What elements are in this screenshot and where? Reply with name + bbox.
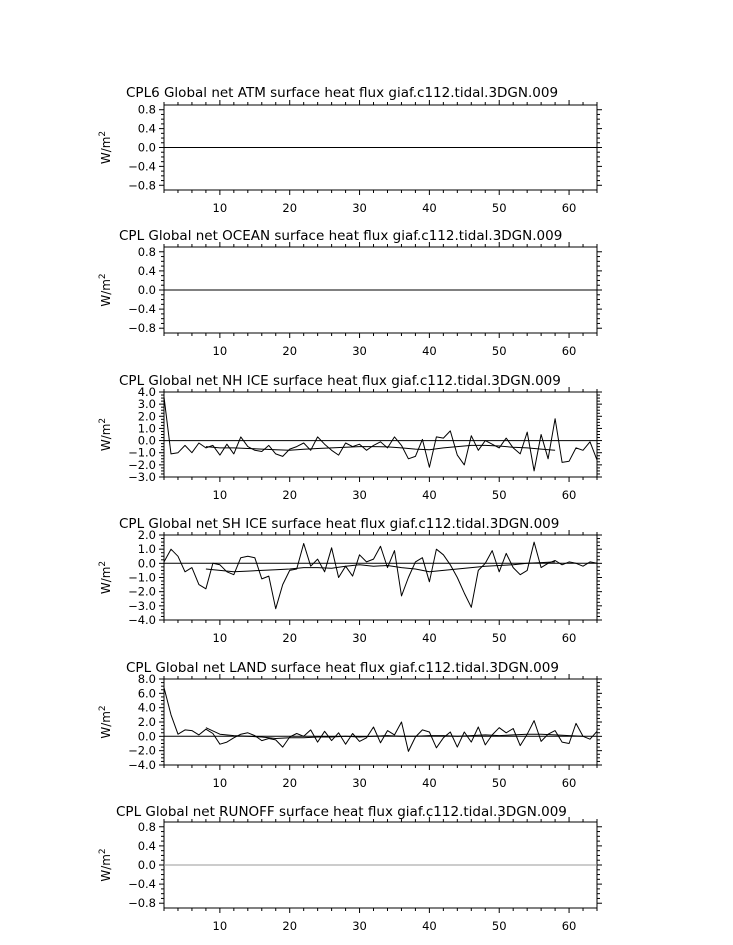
y-tick-label: 0.0 xyxy=(137,283,156,297)
panel-title: CPL Global net LAND surface heat flux giaf.c112.tidal.3DGN.009 xyxy=(126,660,559,676)
panel-title: CPL6 Global net ATM surface heat flux giaf.c112.tidal.3DGN.009 xyxy=(126,85,559,101)
y-tick-label: −1.0 xyxy=(128,570,156,585)
y-axis-label xyxy=(98,705,113,738)
series-line-1 xyxy=(164,542,597,609)
x-tick-label: 30 xyxy=(352,919,367,933)
x-tick-label: 60 xyxy=(561,631,577,645)
panel-1 xyxy=(98,85,602,215)
y-tick-label: −0.4 xyxy=(128,302,156,317)
y-tick-label: −2.0 xyxy=(128,457,156,472)
y-axis-label-unit: W/m xyxy=(99,566,113,595)
series-line-2 xyxy=(206,728,583,739)
panel-4 xyxy=(98,516,602,645)
y-axis-label-exponent: 2 xyxy=(98,560,108,567)
y-tick-label: −2.0 xyxy=(128,743,156,758)
x-tick-label: 40 xyxy=(422,919,437,933)
x-tick-label: 40 xyxy=(422,776,437,790)
series-line-2 xyxy=(206,445,555,450)
y-tick-label: −0.8 xyxy=(128,896,156,911)
x-tick-label: 60 xyxy=(561,919,577,933)
x-tick-label: 30 xyxy=(352,631,367,645)
y-tick-label: −3.0 xyxy=(128,470,156,484)
x-tick-label: 40 xyxy=(422,631,437,645)
panel-title: CPL Global net OCEAN surface heat flux giaf.c112.tidal.3DGN.009 xyxy=(119,228,563,244)
y-axis-label xyxy=(98,561,113,594)
x-tick-label: 50 xyxy=(491,344,507,358)
y-axis-label xyxy=(98,131,113,164)
y-tick-label: 2.0 xyxy=(137,409,156,424)
y-axis-label xyxy=(98,848,113,881)
y-axis-label-exponent: 2 xyxy=(98,705,108,712)
x-tick-label: 40 xyxy=(422,344,437,358)
x-tick-label: 20 xyxy=(282,776,298,790)
y-tick-label: 4.0 xyxy=(137,700,156,715)
y-axis-label-exponent: 2 xyxy=(98,130,108,137)
x-tick-label: 30 xyxy=(352,201,367,215)
y-tick-label: −4.0 xyxy=(128,613,156,627)
panel-6 xyxy=(98,804,602,933)
x-tick-label: 10 xyxy=(212,631,228,645)
series-line-1 xyxy=(164,397,597,471)
y-tick-label: 6.0 xyxy=(137,686,156,701)
y-axis-label xyxy=(98,273,113,306)
y-axis-label-unit: W/m xyxy=(99,279,113,307)
x-tick-label: 50 xyxy=(491,919,507,933)
x-tick-label: 20 xyxy=(282,631,298,645)
y-tick-label: 4.0 xyxy=(137,385,156,399)
x-tick-label: 20 xyxy=(282,488,298,502)
x-tick-label: 30 xyxy=(352,776,367,790)
x-tick-label: 10 xyxy=(212,488,228,502)
y-tick-label: 0.0 xyxy=(137,858,156,872)
y-tick-label: 0.4 xyxy=(137,263,156,278)
x-tick-label: 40 xyxy=(422,201,437,215)
y-tick-label: 1.0 xyxy=(137,542,156,557)
y-axis-label-exponent: 2 xyxy=(98,417,108,424)
plot-frame xyxy=(164,392,597,477)
panel-title: CPL Global net SH ICE surface heat flux giaf.c112.tidal.3DGN.009 xyxy=(119,516,560,532)
x-tick-label: 10 xyxy=(212,344,228,358)
plot-frame xyxy=(164,679,597,765)
y-tick-label: 1.0 xyxy=(137,421,156,436)
x-tick-label: 20 xyxy=(282,344,298,358)
y-axis-label xyxy=(98,418,113,451)
y-tick-label: 0.4 xyxy=(137,838,156,853)
y-tick-label: 0.0 xyxy=(137,556,156,571)
panel-5 xyxy=(98,660,602,790)
y-tick-label: 3.0 xyxy=(137,397,156,412)
y-tick-label: −0.4 xyxy=(128,159,156,174)
panel-2 xyxy=(98,228,602,358)
x-tick-label: 60 xyxy=(561,201,577,215)
x-tick-label: 10 xyxy=(212,776,228,790)
y-tick-label: 0.0 xyxy=(137,729,156,744)
y-tick-label: 0.0 xyxy=(137,140,156,155)
panel-title: CPL Global net RUNOFF surface heat flux giaf.c112.tidal.3DGN.009 xyxy=(116,804,567,820)
x-tick-label: 30 xyxy=(352,344,367,358)
y-axis-label-unit: W/m xyxy=(99,711,113,739)
y-tick-label: 8.0 xyxy=(137,672,156,686)
x-tick-label: 30 xyxy=(352,488,367,502)
y-axis-label-unit: W/m xyxy=(99,854,113,882)
y-tick-label: −0.8 xyxy=(128,178,156,193)
y-tick-label: −2.0 xyxy=(128,584,156,599)
y-tick-label: −0.8 xyxy=(128,321,156,336)
series-line-1 xyxy=(164,688,597,752)
x-tick-label: 10 xyxy=(212,201,228,215)
x-tick-label: 50 xyxy=(491,201,507,215)
panel-3 xyxy=(98,373,602,502)
x-tick-label: 50 xyxy=(491,488,507,502)
y-tick-label: 0.8 xyxy=(137,819,156,834)
y-tick-label: −0.4 xyxy=(128,877,156,892)
x-tick-label: 60 xyxy=(561,776,577,790)
panel-title: CPL Global net NH ICE surface heat flux giaf.c112.tidal.3DGN.009 xyxy=(119,373,561,389)
x-tick-label: 20 xyxy=(282,201,298,215)
y-tick-label: −4.0 xyxy=(128,758,156,772)
x-tick-label: 50 xyxy=(491,776,507,790)
x-tick-label: 20 xyxy=(282,919,298,933)
y-axis-label-exponent: 2 xyxy=(98,848,108,855)
x-tick-label: 10 xyxy=(212,919,228,933)
y-tick-label: 0.8 xyxy=(137,102,156,117)
y-tick-label: 0.0 xyxy=(137,433,156,448)
y-tick-label: −3.0 xyxy=(128,598,156,613)
y-tick-label: 2.0 xyxy=(137,715,156,729)
y-tick-label: 0.4 xyxy=(137,121,156,136)
y-tick-label: 2.0 xyxy=(137,528,156,542)
x-tick-label: 60 xyxy=(561,344,577,358)
y-axis-label-exponent: 2 xyxy=(98,273,108,280)
y-tick-label: −1.0 xyxy=(128,445,156,460)
y-tick-label: 0.8 xyxy=(137,244,156,259)
x-tick-label: 40 xyxy=(422,488,437,502)
x-tick-label: 60 xyxy=(561,488,577,502)
y-axis-label-unit: W/m xyxy=(99,423,113,452)
x-tick-label: 50 xyxy=(491,631,507,645)
y-axis-label-unit: W/m xyxy=(99,136,113,165)
